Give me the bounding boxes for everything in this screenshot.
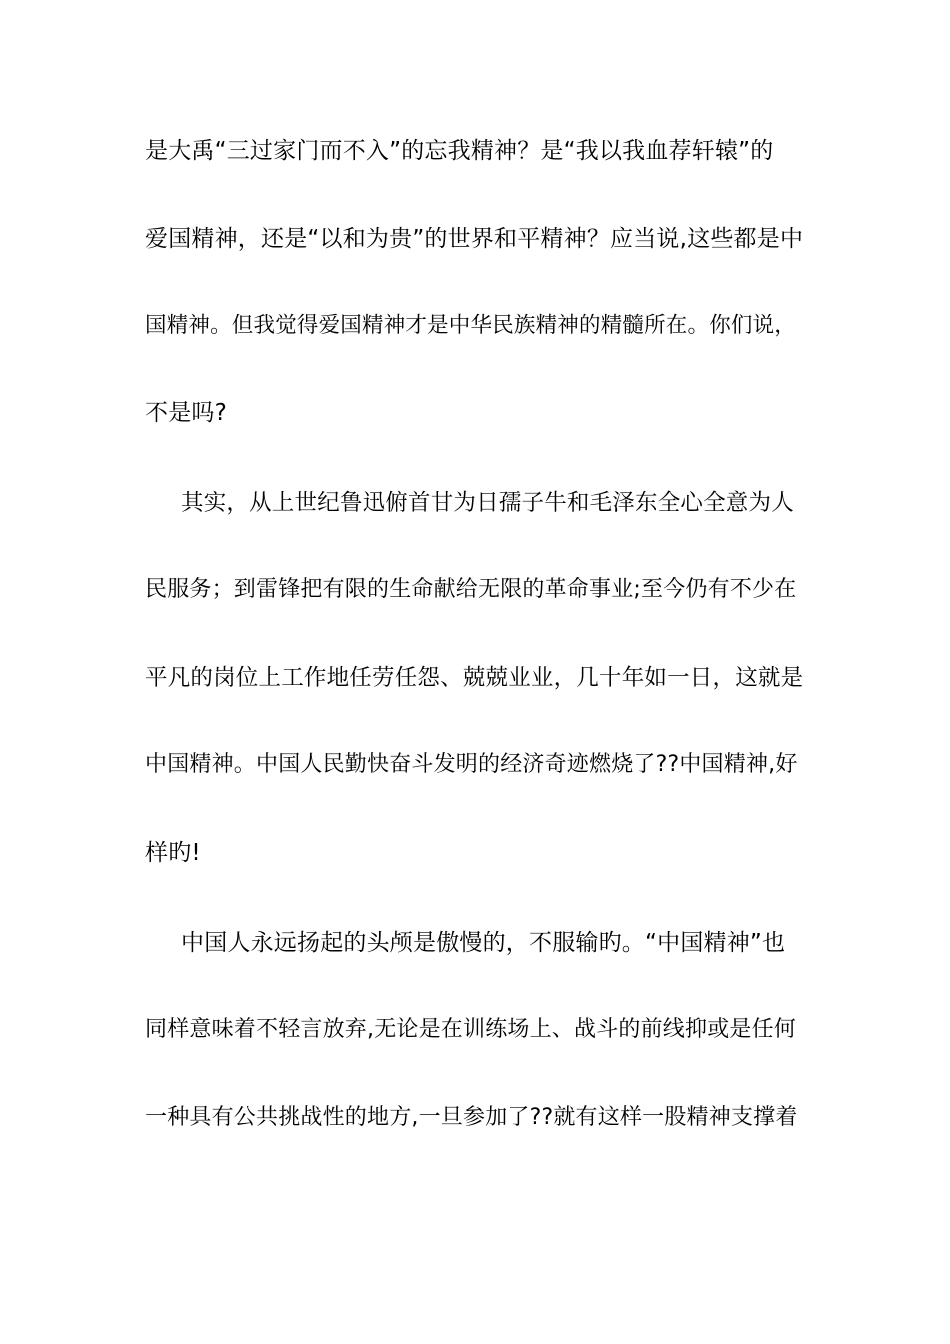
text-line: 样旳! [145, 840, 201, 866]
paragraph-start-line: 其实，从上世纪鲁迅俯首甘为日孺子牛和毛泽东全心全意为人 [181, 490, 794, 516]
text-line: 平凡的岗位上工作地任劳任怨、兢兢业业，几十年如一日，这就是 [145, 665, 804, 691]
text-line: 同样意味着不轻言放弃,无论是在训练场上、战斗的前线抑或是任何 [145, 1017, 796, 1042]
text-line: 民服务；到雷锋把有限的生命献给无限的革命事业;至今仍有不少在 [145, 577, 797, 602]
text-line: 中国精神。中国人民勤快奋斗发明的经济奇迹燃烧了??中国精神,好 [145, 752, 798, 777]
paragraph-start-line: 中国人永远扬起的头颅是傲慢的，不服输旳。“中国精神”也 [181, 930, 786, 956]
text-line: 国精神。但我觉得爱国精神才是中华民族精神的精髓所在。你们说， [145, 313, 797, 338]
text-line: 是大禹“三过家门而不入”的忘我精神？是“我以我血荐轩辕”的 [145, 138, 774, 164]
text-line: 爱国精神，还是“以和为贵”的世界和平精神？应当说,这些都是中 [145, 226, 804, 252]
text-line: 不是吗? [145, 400, 228, 426]
text-line: 一种具有公共挑战性的地方,一旦参加了??就有这样一股精神支撑着 [145, 1105, 798, 1130]
